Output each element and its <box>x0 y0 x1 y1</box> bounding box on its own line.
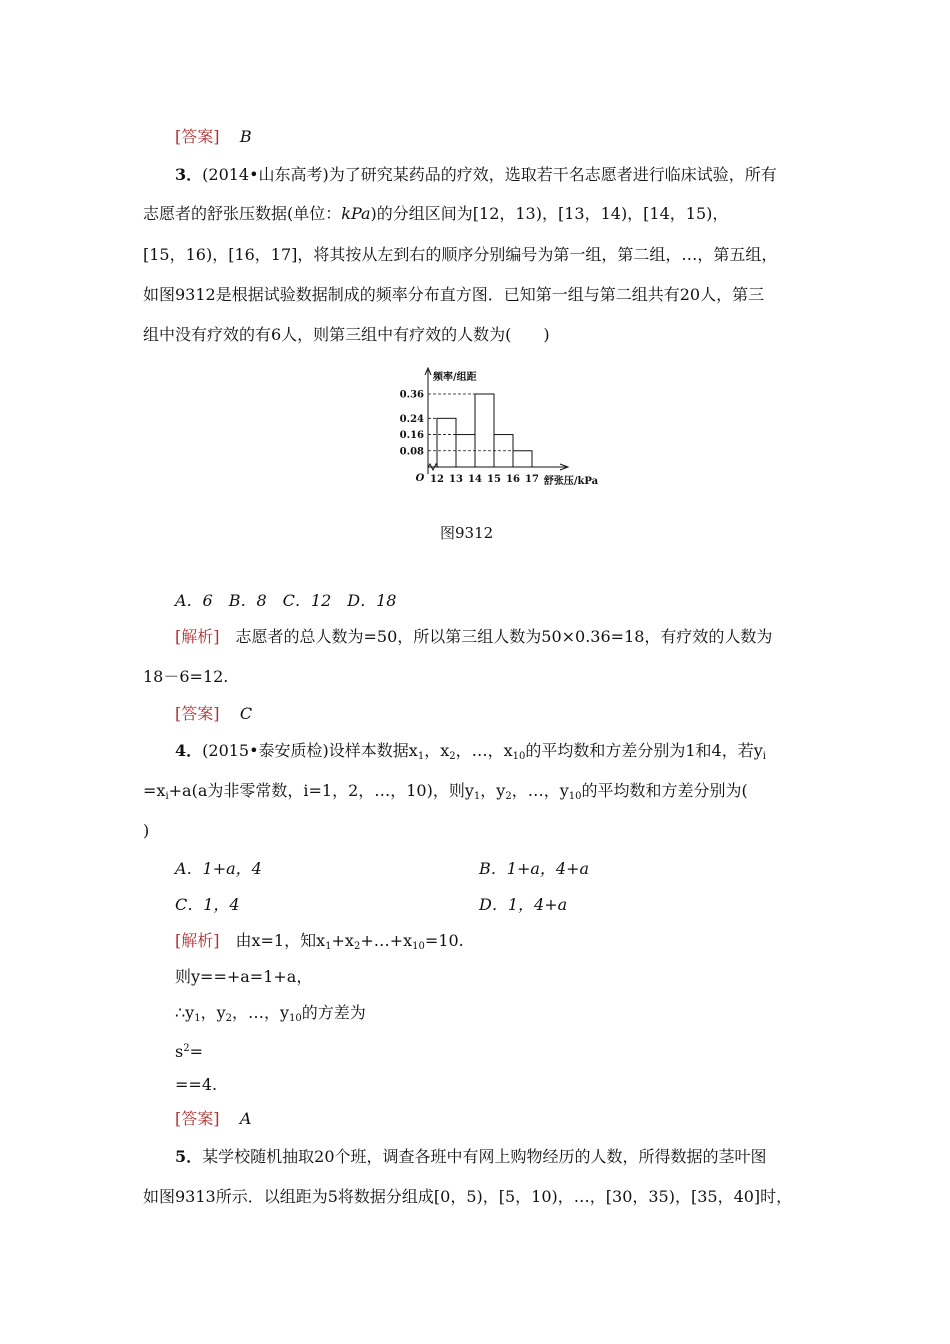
q3-line-2 <box>143 203 728 225</box>
analysis-text: 志愿者的总人数为=50，所以第三组人数为50×0.36=18，有疗效的人数为 <box>219 627 773 646</box>
analysis-text: 18－6=12. <box>143 667 229 686</box>
option-d: D．1，4+a <box>479 895 568 914</box>
q4-analysis-line-2 <box>175 966 312 988</box>
q4-analysis-line-1 <box>175 930 464 958</box>
question-text: 如图9312是根据试验数据制成的频率分布直方图．已知第一组与第二组共有20人，第三 <box>143 285 765 304</box>
x-tick-label: 15 <box>487 474 501 485</box>
question-text: ，y <box>480 781 506 800</box>
question-source: (2014•山东高考) <box>202 165 329 184</box>
frequency-histogram <box>385 362 625 492</box>
analysis-text: +x <box>331 931 354 950</box>
subscript: 10 <box>568 791 582 802</box>
analysis-text: ∴y <box>175 1003 195 1022</box>
q3-line-5 <box>143 324 550 346</box>
answer-tag: [答案] <box>175 704 220 723</box>
subscript: 1 <box>194 1013 201 1024</box>
origin-label: O <box>415 473 425 484</box>
y-tick-label: 0.16 <box>399 430 424 442</box>
question-text: ) <box>143 821 150 840</box>
subscript: 1 <box>417 751 425 762</box>
analysis-text: 的方差为 <box>301 1003 366 1022</box>
q4-line-3 <box>143 820 149 842</box>
question-number: 5． <box>175 1147 203 1166</box>
answer-line-q3 <box>175 703 252 725</box>
option-b: B．1+a，4+a <box>479 859 590 878</box>
question-number: 4． <box>175 741 203 760</box>
histogram-bar <box>437 418 456 467</box>
q4-analysis-line-4 <box>175 1038 203 1063</box>
analysis-text: ，y <box>200 1003 226 1022</box>
answer-line-q4 <box>175 1108 251 1130</box>
answer-tag: [答案] <box>175 1109 220 1128</box>
question-text: 的平均数和方差分别为1和4，若y <box>525 741 763 760</box>
q4-line-2 <box>143 780 748 808</box>
question-text: )的分组区间为[12，13)，[13，14)，[14，15)， <box>370 204 729 223</box>
question-text: [15，16)，[16，17]，将其按从左到右的顺序分别编号为第一组，第二组，…，第五组， <box>143 245 778 264</box>
analysis-text: s <box>175 1042 184 1061</box>
answer-value: C <box>239 704 253 723</box>
question-text: ，x <box>424 741 450 760</box>
question-text: ，…，y <box>511 781 569 800</box>
q3-line-1 <box>175 164 777 186</box>
subscript: 10 <box>512 751 526 762</box>
analysis-text: ，…，y <box>232 1003 290 1022</box>
answer-value: A <box>239 1109 252 1128</box>
y-tick-label: 0.36 <box>399 389 424 401</box>
analysis-tag: [解析] <box>175 627 220 646</box>
option-c: C．1，4 <box>175 895 240 914</box>
question-number: 3． <box>175 165 203 184</box>
question-text: 的平均数和方差分别为( <box>581 781 748 800</box>
question-text: 某学校随机抽取20个班，调查各班中有网上购物经历的人数，所得数据的茎叶图 <box>202 1147 767 1166</box>
options-text: A．6 B．8 C．12 D．18 <box>175 591 397 610</box>
q4-line-1 <box>175 740 766 768</box>
question-text: ，…，x <box>455 741 513 760</box>
subscript: 2 <box>449 751 456 762</box>
x-axis-label: 舒张压/kPa <box>543 476 599 487</box>
y-axis-label: 频率/组距 <box>433 372 477 383</box>
question-text: 组中没有疗效的有6人，则第三组中有疗效的人数为( ) <box>143 325 550 344</box>
analysis-tag: [解析] <box>175 931 220 950</box>
answer-line-q2 <box>175 126 252 148</box>
x-tick-label: 16 <box>506 474 520 485</box>
subscript: 10 <box>289 1013 302 1024</box>
q3-options <box>175 590 396 612</box>
q4-analysis-line-5 <box>175 1074 217 1096</box>
answer-tag: [答案] <box>175 127 220 146</box>
x-tick-label: 14 <box>468 474 482 485</box>
analysis-text: 由x=1，知x <box>219 931 326 950</box>
figure-caption: 图9312 <box>440 524 494 542</box>
histogram-bar <box>513 451 532 467</box>
subscript: 1 <box>473 791 481 802</box>
analysis-text: +…+x <box>360 931 413 950</box>
subscript: 10 <box>412 941 425 952</box>
option-a: A．1+a，4 <box>175 859 262 878</box>
analysis-text: =10. <box>424 931 464 950</box>
q3-analysis-line-2 <box>143 666 228 688</box>
y-tick-label: 0.24 <box>399 413 424 425</box>
x-tick-label: 17 <box>525 474 539 485</box>
subscript: i <box>165 791 169 802</box>
question-text: +a(a为非零常数，i=1，2，…，10)，则y <box>168 781 474 800</box>
q3-analysis-line-1 <box>175 626 772 648</box>
superscript: 2 <box>183 1043 190 1054</box>
answer-value: B <box>239 127 252 146</box>
analysis-text: ==4. <box>175 1075 218 1094</box>
subscript: 1 <box>325 941 332 952</box>
subscript: 2 <box>505 791 512 802</box>
question-text: =x <box>143 781 166 800</box>
q5-line-1 <box>175 1146 767 1168</box>
q4-analysis-line-3 <box>175 1002 366 1030</box>
analysis-text: = <box>189 1042 203 1061</box>
unit-text: kPa <box>341 204 371 223</box>
histogram-bar <box>475 394 494 467</box>
q3-line-4 <box>143 284 764 306</box>
q3-line-3 <box>143 244 777 266</box>
question-text: 志愿者的舒张压数据(单位： <box>143 204 342 223</box>
x-tick-label: 13 <box>449 474 463 485</box>
question-text: 为了研究某药品的疗效，选取若干名志愿者进行临床试验，所有 <box>328 165 777 184</box>
question-text: (2015•泰安质检)设样本数据x <box>202 741 418 760</box>
question-text: 如图9313所示．以组距为5将数据分组成[0，5)，[5，10)，…，[30，35)，[35，40]时， <box>143 1187 793 1206</box>
q5-line-2 <box>143 1186 792 1208</box>
analysis-text: 则y==+a=1+a， <box>175 967 313 986</box>
subscript: 2 <box>353 941 361 952</box>
y-tick-label: 0.08 <box>399 446 424 458</box>
x-tick-label: 12 <box>430 474 444 485</box>
subscript: i <box>762 751 766 762</box>
subscript: 2 <box>225 1013 233 1024</box>
